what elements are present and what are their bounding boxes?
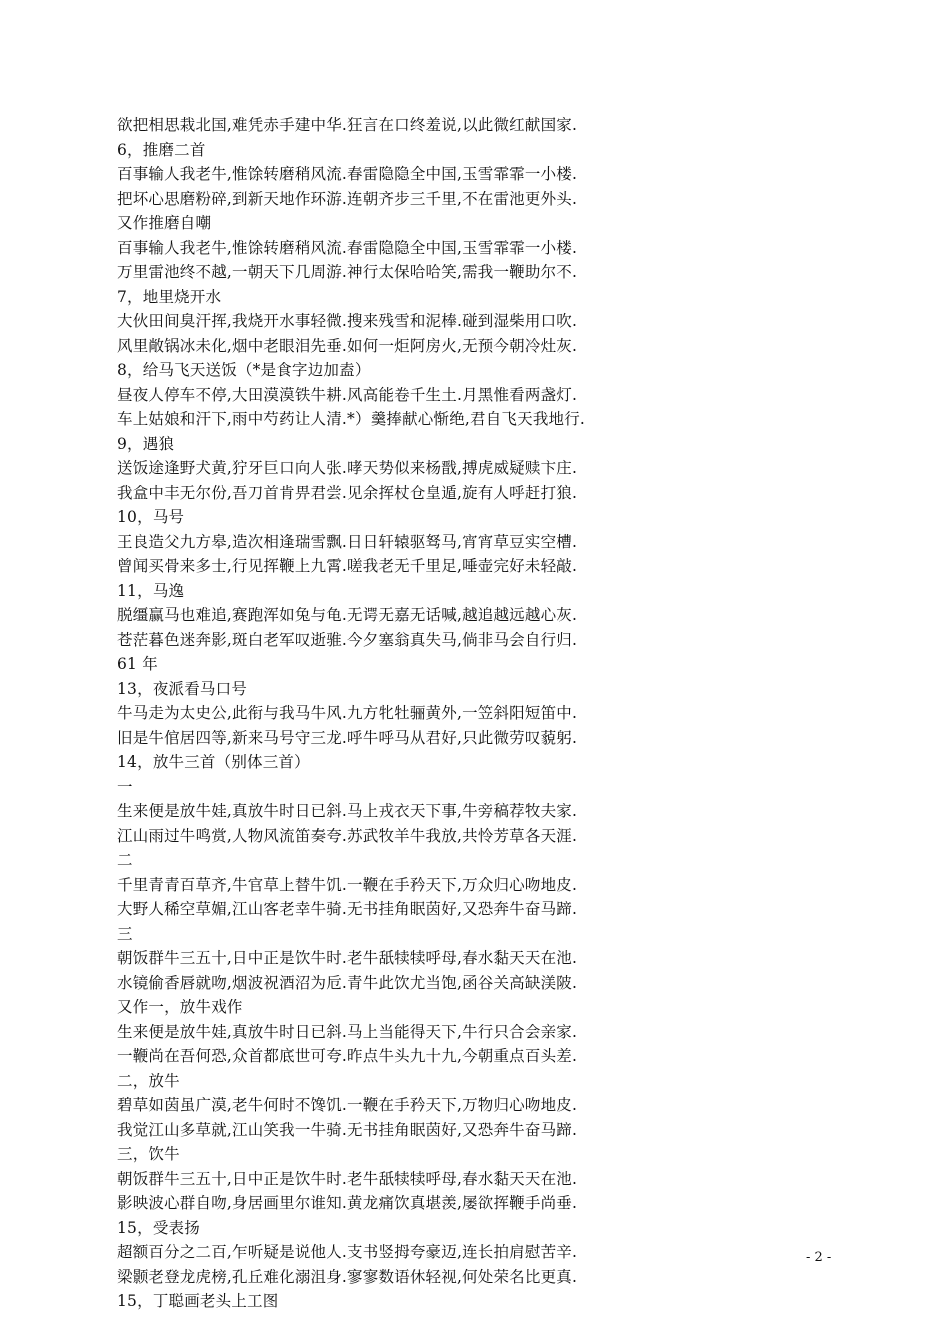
text-line: 江山雨过牛鸣赏,人物风流笛奏夸.苏武牧羊牛我放,共怜芳草各天涯.	[117, 826, 578, 845]
text-line: 曾闻买骨来多士,行见挥鞭上九霄.嗟我老无千里足,唾壶完好未轻敲.	[117, 557, 578, 575]
text-line: 生来便是放牛娃,真放牛时日已斜.马上当能得天下,牛行只合会亲家.	[117, 1022, 578, 1041]
text-line: 朝饭群牛三五十,日中正是饮牛时.老牛舐犊犊呼母,春水黏天天在池.	[117, 949, 578, 967]
text-line: 牛马走为太史公,此衔与我马牛风.九方牝牡骊黄外,一笠斜阳短笛中.	[117, 704, 578, 722]
text-line: 61 年	[117, 655, 158, 673]
text-line: 旧是牛倌居四等,新来马号守三龙.呼牛呼马从君好,只此微劳叹藐躬.	[117, 728, 578, 747]
text-line: 水镜偷香唇就吻,烟波祝酒沼为卮.青牛此饮尤当饱,函谷关高缺渼陂.	[117, 973, 578, 992]
page-number: - 2 -	[806, 1250, 832, 1265]
text-line: 10，马号	[117, 508, 185, 526]
text-line: 13，夜派看马口号	[117, 679, 248, 698]
text-line: 送饭途逢野犬黄,狞牙巨口向人张.哮天势似来杨戬,搏虎威疑赎卞庄.	[117, 459, 578, 477]
text-line: 王良造父九方皋,造次相逢瑞雪飘.日日轩辕驱驽马,宵宵草豆实空槽.	[117, 532, 578, 551]
text-line: 风里敞锅冰未化,烟中老眼泪先垂.如何一炬阿房火,无预今朝冷灶灰.	[117, 336, 578, 355]
text-line: 碧草如茵虽广漠,老牛何时不馋饥.一鞭在手矜天下,万物归心吻地皮.	[117, 1096, 578, 1114]
text-line: 生来便是放牛娃,真放牛时日已斜.马上戎衣天下事,牛旁稿荐牧夫家.	[117, 802, 578, 820]
text-line: 7，地里烧开水	[117, 287, 222, 306]
text-line: 脱缰赢马也难追,赛跑浑如兔与龟.无谔无嘉无话喊,越追越远越心灰.	[117, 606, 578, 624]
text-line: 15，丁聪画老头上工图	[117, 1292, 279, 1310]
text-line: 苍茫暮色迷奔影,斑白老军叹逝骓.今夕塞翁真失马,倘非马会自行归.	[117, 630, 578, 649]
text-line: 梁颢老登龙虎榜,孔丘难化溺沮身.寥寥数语休轻视,何处荣名比更真.	[117, 1267, 578, 1286]
text-line: 15，受表扬	[117, 1218, 200, 1237]
text-line: 影映波心群自吻,身居画里尔谁知.黄龙痛饮真堪羡,屡欲挥鞭手尚垂.	[117, 1194, 578, 1212]
text-line: 一	[117, 777, 133, 796]
text-line: 我觉江山多草就,江山笑我一牛骑.无书挂角眠茵好,又恐奔牛奋马蹄.	[117, 1120, 578, 1139]
text-line: 又作一，放牛戏作	[117, 998, 243, 1016]
text-line: 8，给马飞天送饭（*是食字边加盍）	[117, 361, 371, 379]
text-line: 一鞭尚在吾何恐,众首都底世可夸.昨点牛头九十九,今朝重点百头差.	[117, 1047, 578, 1065]
text-line: 又作推磨自嘲	[117, 214, 212, 232]
text-line: 超额百分之二百,乍听疑是说他人.支书竖拇夸豪迈,连长拍肩慰苦辛.	[117, 1243, 578, 1261]
text-line: 三，饮牛	[117, 1145, 180, 1163]
text-line: 百事输人我老牛,惟馀转磨稍风流.春雷隐隐全中国,玉雪霏霏一小楼.	[117, 165, 578, 183]
text-line: 欲把相思栽北国,难凭赤手建中华.狂言在口终羞说,以此微红献国家.	[117, 116, 578, 134]
text-line: 昼夜人停车不停,大田漠漠铁牛耕.风高能卷千生土.月黑惟看两盏灯.	[117, 385, 578, 404]
text-line: 9，遇狼	[117, 434, 175, 453]
text-line: 朝饭群牛三五十,日中正是饮牛时.老牛舐犊犊呼母,春水黏天天在池.	[117, 1169, 578, 1188]
text-line: 大野人稀空草媚,江山客老幸牛骑.无书挂角眠茵好,又恐奔牛奋马蹄.	[117, 900, 578, 918]
text-line: 二，放牛	[117, 1071, 180, 1090]
text-line: 万里雷池终不越,一朝天下几周游.神行太保哈哈笑,需我一鞭助尔不.	[117, 263, 578, 281]
text-line: 千里青青百草齐,牛官草上替牛饥.一鞭在手矜天下,万众归心吻地皮.	[117, 875, 578, 894]
text-line: 6，推磨二首	[117, 140, 206, 159]
text-line: 14，放牛三首（别体三首）	[117, 753, 310, 771]
text-line: 我盒中丰无尔份,吾刀首肯畀君尝.见余挥杖仓皇遁,旋有人呼赶打狼.	[117, 483, 578, 502]
text-line: 11，马逸	[117, 581, 185, 600]
text-line: 车上姑娘和汗下,雨中芍药让人清.*）羹捧献心惭绝,君自飞天我地行.	[117, 410, 586, 428]
document-body	[117, 113, 897, 1314]
text-line: 把坏心思磨粉碎,到新天地作环游.连朝齐步三千里,不在雷池更外头.	[117, 189, 578, 208]
text-line: 百事输人我老牛,惟馀转磨稍风流.春雷隐隐全中国,玉雪霏霏一小楼.	[117, 238, 578, 257]
text-line: 二	[117, 851, 133, 869]
text-line: 三	[117, 924, 133, 943]
text-line: 大伙田间臭汗挥,我烧开水事轻微.搜来残雪和泥棒.碰到湿柴用口吹.	[117, 312, 578, 330]
